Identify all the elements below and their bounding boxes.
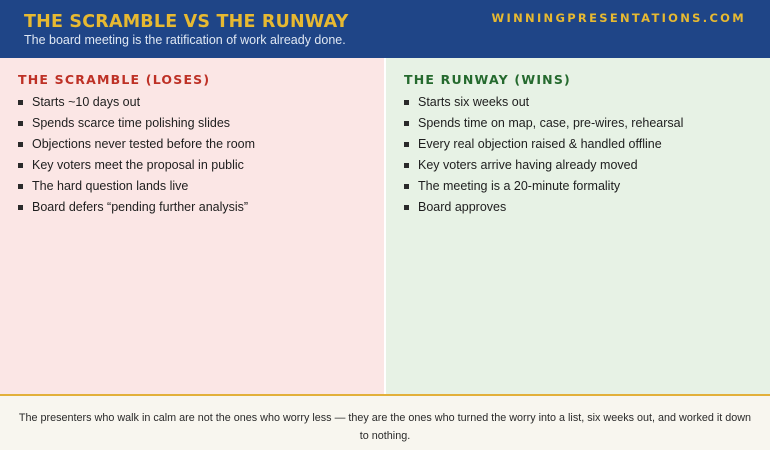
list-item-text: Objections never tested before the room <box>32 137 256 151</box>
bullet-icon <box>404 121 409 126</box>
list-item <box>18 134 255 155</box>
list-item <box>18 113 255 134</box>
runway-list <box>404 92 683 218</box>
list-item-text: Starts six weeks out <box>418 95 530 109</box>
bullet-icon <box>404 142 409 147</box>
list-item-text: Board approves <box>418 200 507 214</box>
scramble-heading: THE SCRAMBLE (LOSES) <box>18 72 211 87</box>
runway-heading: THE RUNWAY (WINS) <box>404 72 571 87</box>
list-item-text: Board defers “pending further analysis” <box>32 200 249 214</box>
scramble-list <box>18 92 255 218</box>
list-item <box>18 176 255 197</box>
bullet-icon <box>18 184 23 189</box>
bullet-icon <box>404 163 409 168</box>
list-item-text: Key voters meet the proposal in public <box>32 158 244 172</box>
list-item <box>404 176 683 197</box>
footer-banner <box>0 394 770 450</box>
list-item-text: The meeting is a 20-minute formality <box>418 179 621 193</box>
bullet-icon <box>18 205 23 210</box>
list-item-text: Spends scarce time polishing slides <box>32 116 231 130</box>
list-item <box>18 92 255 113</box>
bullet-icon <box>404 100 409 105</box>
list-item <box>18 155 255 176</box>
list-item <box>404 92 683 113</box>
list-item <box>404 155 683 176</box>
page-title: THE SCRAMBLE VS THE RUNWAY <box>24 12 349 32</box>
list-item-text: The hard question lands live <box>32 179 189 193</box>
bullet-icon <box>18 142 23 147</box>
brand-url: WINNINGPRESENTATIONS.COM <box>491 11 746 25</box>
list-item <box>18 197 255 218</box>
page-subtitle: The board meeting is the ratification of work already done. <box>24 33 346 47</box>
list-item <box>404 113 683 134</box>
list-item-text: Starts ~10 days out <box>32 95 141 109</box>
footer-quote: The presenters who walk in calm are not the ones who worry less — they are the ones who turned the worry into a list, six weeks out, and worked it down to nothing. <box>18 412 752 442</box>
list-item-text: Spends time on map, case, pre-wires, rehearsal <box>418 116 684 130</box>
list-item <box>404 134 683 155</box>
list-item <box>404 197 683 218</box>
header-banner <box>0 0 770 58</box>
bullet-icon <box>404 184 409 189</box>
bullet-icon <box>404 205 409 210</box>
bullet-icon <box>18 100 23 105</box>
bullet-icon <box>18 163 23 168</box>
list-item-text: Key voters arrive having already moved <box>418 158 638 172</box>
bullet-icon <box>18 121 23 126</box>
runway-column <box>386 58 770 394</box>
list-item-text: Every real objection raised & handled offline <box>418 137 662 151</box>
scramble-column <box>0 58 384 394</box>
